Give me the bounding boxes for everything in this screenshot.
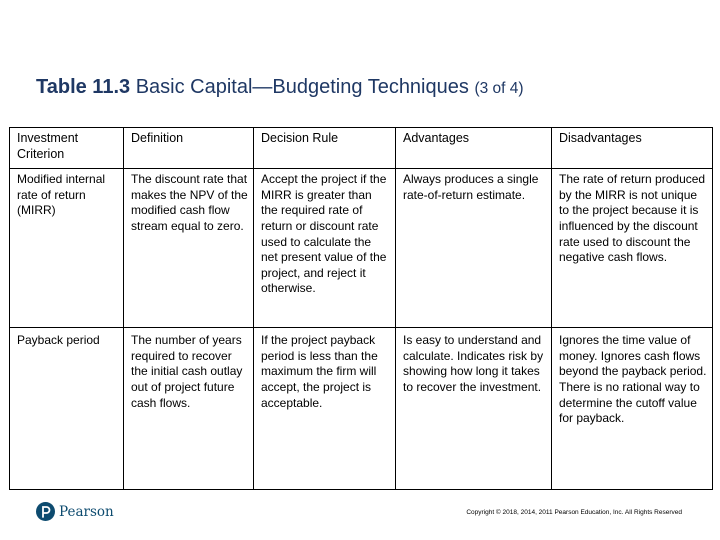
table-header-row <box>10 128 713 169</box>
title-part: (3 of 4) <box>474 80 524 97</box>
table-row <box>10 169 713 328</box>
cell-decision-rule: If the project payback period is less than the maximum the firm will accept, the project is acceptable. <box>254 328 396 490</box>
pearson-logo <box>36 502 114 521</box>
table-number: Table 11.3 <box>36 76 131 98</box>
header-decision-rule: Decision Rule <box>254 128 396 169</box>
cell-disadvantages: Ignores the time value of money. Ignores cash flows beyond the payback period. There is no rational way to determine the cutoff value for payback. <box>552 328 713 490</box>
cell-criterion: Modified internal rate of return (MIRR) <box>10 169 124 328</box>
cell-criterion: Payback period <box>10 328 124 490</box>
capital-budgeting-table <box>9 127 713 490</box>
pearson-wordmark: Pearson <box>59 503 114 520</box>
cell-definition: The number of years required to recover the initial cash outlay out of project future cash flows. <box>124 328 254 490</box>
header-definition: Definition <box>124 128 254 169</box>
table-row <box>10 328 713 490</box>
page-title <box>36 76 524 99</box>
header-disadvantages: Disadvantages <box>552 128 713 169</box>
cell-definition: The discount rate that makes the NPV of the modified cash flow stream equal to zero. <box>124 169 254 328</box>
pearson-p-icon <box>36 502 55 521</box>
header-advantages: Advantages <box>396 128 552 169</box>
cell-advantages: Always produces a single rate-of-return estimate. <box>396 169 552 328</box>
title-text: Basic Capital—Budgeting Techniques <box>130 76 475 98</box>
cell-disadvantages: The rate of return produced by the MIRR is not unique to the project because it is influenced by the discount rate used to discount the negative cash flows. <box>552 169 713 328</box>
header-investment-criterion: Investment Criterion <box>10 128 124 169</box>
cell-decision-rule: Accept the project if the MIRR is greater than the required rate of return or discount rate used to calculate the net present value of the project, and reject it otherwise. <box>254 169 396 328</box>
copyright-notice: Copyright © 2018, 2014, 2011 Pearson Education, Inc. All Rights Reserved <box>466 509 682 516</box>
cell-advantages: Is easy to understand and calculate. Indicates risk by showing how long it takes to recover the investment. <box>396 328 552 490</box>
